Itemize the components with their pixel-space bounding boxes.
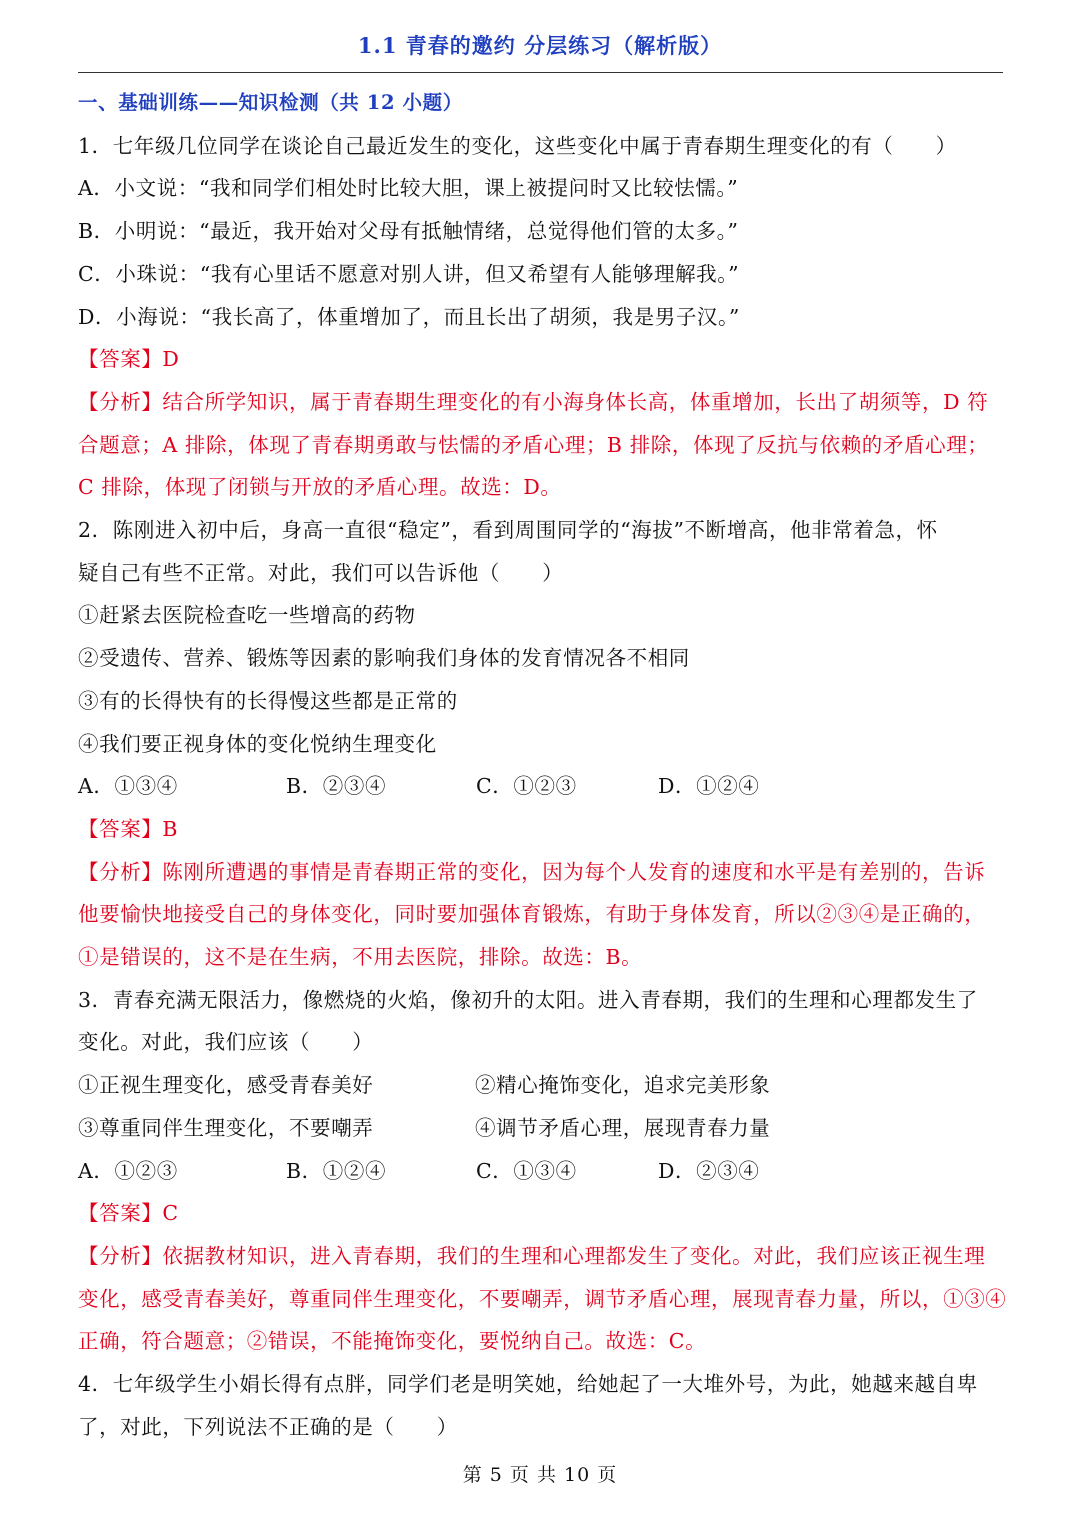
q2-analysis-line: 他要愉快地接受自己的身体变化，同时要加强体育锻炼，有助于身体发育，所以②③④是正确的， — [78, 902, 986, 927]
q3-item-3: ③尊重同伴生理变化，不要嘲弄 — [78, 1115, 374, 1140]
header-divider — [78, 72, 1003, 73]
q3-items-row — [78, 1064, 1006, 1107]
page-header-title: 1.1 青春的邀约 分层练习（解析版） — [357, 33, 723, 58]
q4-stem-line: 了，对此，下列说法不正确的是（ ） — [78, 1414, 458, 1439]
q1-option-d: D．小海说：“我长高了，体重增加了，而且长出了胡须，我是男子汉。” — [78, 304, 740, 329]
q2-choice-d: D．①②④ — [658, 774, 760, 799]
q1-option-c: C．小珠说：“我有心里话不愿意对别人讲，但又希望有人能够理解我。” — [78, 261, 740, 286]
q3-stem-line: 3．青春充满无限活力，像燃烧的火焰，像初升的太阳。进入青春期，我们的生理和心理都发生了 — [78, 987, 978, 1012]
document-body — [78, 82, 1006, 1449]
q2-stem-line: 疑自己有些不正常。对此，我们可以告诉他（ ） — [78, 560, 564, 585]
q1-option-a: A．小文说：“我和同学们相处时比较大胆，课上被提问时又比较怯懦。” — [78, 176, 739, 201]
q3-items-row — [78, 1107, 1006, 1150]
q2-item-3: ③有的长得快有的长得慢这些都是正常的 — [78, 688, 458, 713]
q3-analysis-line: 正确，符合题意；②错误，不能掩饰变化，要悦纳自己。故选：C。 — [78, 1329, 707, 1354]
q2-item-4: ④我们要正视身体的变化悦纳生理变化 — [78, 731, 437, 756]
q3-choice-b: B．①②④ — [286, 1158, 387, 1183]
q1-analysis-line: C 排除，体现了闭锁与开放的矛盾心理。故选：D。 — [78, 475, 562, 500]
q2-analysis-line: 【分析】陈刚所遭遇的事情是青春期正常的变化，因为每个人发育的速度和水平是有差别的，告诉 — [78, 859, 986, 884]
q2-choice-c: C．①②③ — [476, 774, 577, 799]
q4-stem-line: 4．七年级学生小娟长得有点胖，同学们老是明笑她，给她起了一大堆外号，为此，她越来越自卑 — [78, 1372, 978, 1397]
q1-answer: 【答案】D — [78, 347, 180, 372]
q2-item-1: ①赶紧去医院检查吃一些增高的药物 — [78, 603, 416, 628]
q3-choice-d: D．②③④ — [658, 1158, 760, 1183]
q2-analysis-line: ①是错误的，这不是在生病，不用去医院，排除。故选：B。 — [78, 945, 643, 970]
q3-item-1: ①正视生理变化，感受青春美好 — [78, 1073, 374, 1098]
section-heading: 一、基础训练——知识检测（共 12 小题） — [78, 91, 463, 114]
q3-stem-line: 变化。对此，我们应该（ ） — [78, 1030, 374, 1055]
q3-answer: 【答案】C — [78, 1201, 179, 1226]
q3-choice-c: C．①③④ — [476, 1158, 577, 1183]
q2-choice-b: B．②③④ — [286, 774, 387, 799]
q3-analysis-line: 变化，感受青春美好，尊重同伴生理变化，不要嘲弄，调节矛盾心理，展现青春力量，所以，①③④ — [78, 1286, 1007, 1311]
q2-answer: 【答案】B — [78, 816, 179, 841]
q1-option-b: B．小明说：“最近，我开始对父母有抵触情绪，总觉得他们管的太多。” — [78, 219, 739, 244]
q3-analysis-line: 【分析】依据教材知识，进入青春期，我们的生理和心理都发生了变化。对此，我们应该正视生理 — [78, 1243, 986, 1268]
q2-choice-a: A．①③④ — [78, 774, 178, 799]
q1-analysis-line: 【分析】结合所学知识，属于青春期生理变化的有小海身体长高，体重增加，长出了胡须等，D 符 — [78, 389, 989, 414]
q2-stem-line: 2．陈刚进入初中后，身高一直很“稳定”，看到周围同学的“海拔”不断增高，他非常着急，怀 — [78, 518, 938, 543]
q2-item-2: ②受遗传、营养、锻炼等因素的影响我们身体的发育情况各不相同 — [78, 646, 690, 671]
q3-choices — [78, 1150, 1006, 1193]
q3-item-2: ②精心掩饰变化，追求完美形象 — [475, 1073, 771, 1098]
page-number: 第 5 页 共 10 页 — [462, 1464, 618, 1486]
q3-choice-a: A．①②③ — [78, 1158, 178, 1183]
q3-item-4: ④调节矛盾心理，展现青春力量 — [475, 1115, 771, 1140]
q1-analysis-line: 合题意；A 排除，体现了青春期勇敢与怯懦的矛盾心理；B 排除，体现了反抗与依赖的矛盾心理； — [78, 432, 989, 457]
q1-stem: 1．七年级几位同学在谈论自己最近发生的变化，这些变化中属于青春期生理变化的有（ ） — [78, 133, 957, 158]
q2-choices — [78, 765, 1006, 808]
